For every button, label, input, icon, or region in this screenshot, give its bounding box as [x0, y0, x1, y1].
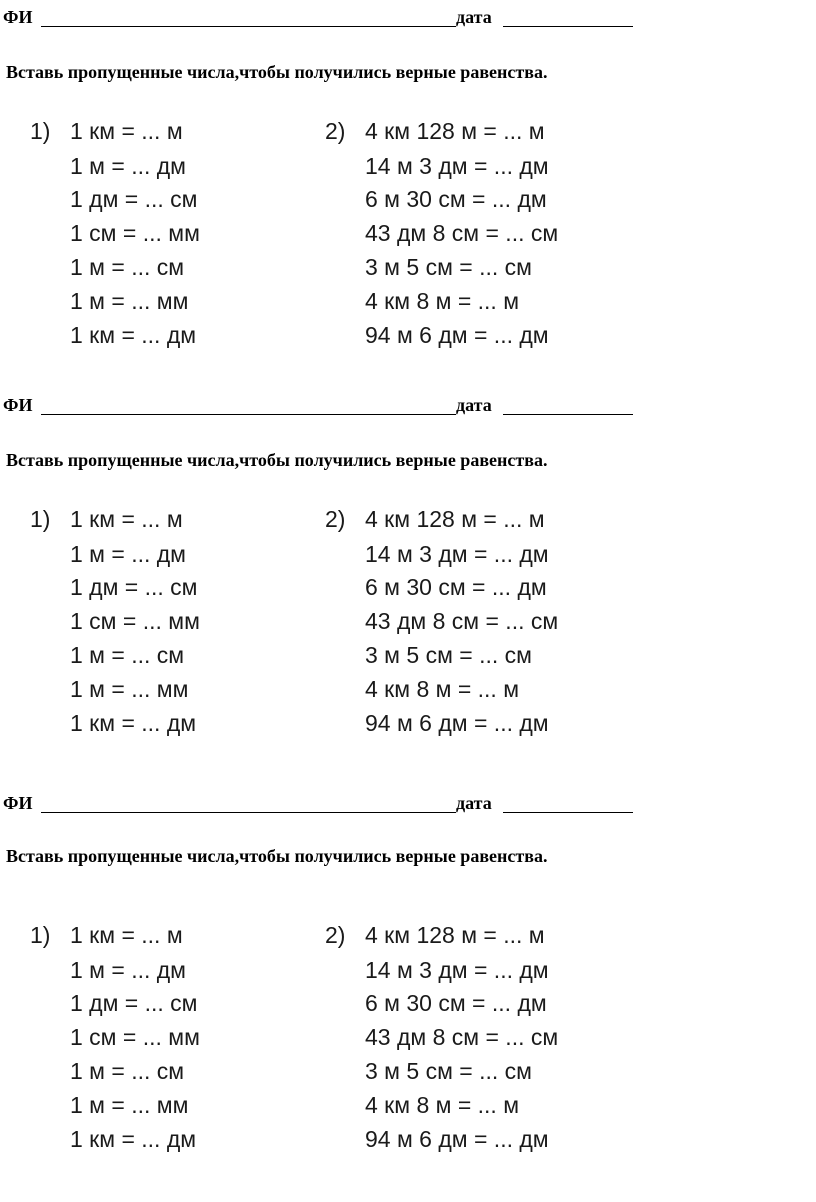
- equation: 1 м = ... см: [70, 1058, 185, 1084]
- equation: 4 км 128 м = ... м: [365, 922, 545, 948]
- instruction-text: Вставь пропущенные числа,чтобы получились верные равенства.: [6, 846, 548, 866]
- worksheet-card-1: [0, 0, 816, 380]
- date-label: дата: [456, 7, 492, 27]
- equation: 14 м 3 дм = ... дм: [365, 541, 549, 567]
- fi-blank-line: [41, 812, 456, 813]
- equation: 3 м 5 см = ... см: [365, 254, 532, 280]
- fi-blank-line: [41, 414, 456, 415]
- fi-label: ФИ: [3, 793, 33, 813]
- worksheet-card-2: [0, 388, 816, 768]
- equation: 1 см = ... мм: [70, 608, 200, 634]
- equation: 4 км 8 м = ... м: [365, 1092, 520, 1118]
- equation: 6 м 30 см = ... дм: [365, 574, 547, 600]
- equation: 14 м 3 дм = ... дм: [365, 153, 549, 179]
- date-label: дата: [456, 793, 492, 813]
- worksheet-card-3: [0, 786, 816, 1166]
- task-number: 2): [325, 506, 346, 532]
- date-label: дата: [456, 395, 492, 415]
- equation: 1 см = ... мм: [70, 1024, 200, 1050]
- task-number: 1): [30, 118, 51, 144]
- equation: 1 см = ... мм: [70, 220, 200, 246]
- equation: 1 км = ... м: [70, 118, 183, 144]
- equation: 4 км 128 м = ... м: [365, 506, 545, 532]
- equation: 94 м 6 дм = ... дм: [365, 710, 549, 736]
- equation: 6 м 30 см = ... дм: [365, 990, 547, 1016]
- task-number: 1): [30, 922, 51, 948]
- equation: 43 дм 8 см = ... см: [365, 220, 559, 246]
- name-date-header: [3, 789, 643, 815]
- name-date-header: [3, 3, 643, 29]
- task-number: 2): [325, 118, 346, 144]
- equation: 4 км 128 м = ... м: [365, 118, 545, 144]
- task-number: 2): [325, 922, 346, 948]
- equation: 94 м 6 дм = ... дм: [365, 1126, 549, 1152]
- date-blank-line: [503, 812, 633, 813]
- equation: 1 дм = ... см: [70, 990, 198, 1016]
- equation: 4 км 8 м = ... м: [365, 288, 520, 314]
- equation: 1 м = ... мм: [70, 676, 189, 702]
- equation: 14 м 3 дм = ... дм: [365, 957, 549, 983]
- fi-blank-line: [41, 26, 456, 27]
- equation: 1 м = ... дм: [70, 153, 186, 179]
- equation: 1 км = ... дм: [70, 322, 197, 348]
- equation: 1 м = ... дм: [70, 957, 186, 983]
- equation: 1 м = ... см: [70, 642, 185, 668]
- date-blank-line: [503, 26, 633, 27]
- fi-label: ФИ: [3, 7, 33, 27]
- task-number: 1): [30, 506, 51, 532]
- equation: 1 км = ... м: [70, 506, 183, 532]
- equation: 1 дм = ... см: [70, 574, 198, 600]
- equation: 6 м 30 см = ... дм: [365, 186, 547, 212]
- equation: 1 дм = ... см: [70, 186, 198, 212]
- equation: 1 м = ... мм: [70, 288, 189, 314]
- equation: 1 м = ... см: [70, 254, 185, 280]
- equation: 43 дм 8 см = ... см: [365, 608, 559, 634]
- name-date-header: [3, 391, 643, 417]
- instruction-text: Вставь пропущенные числа,чтобы получились верные равенства.: [6, 62, 548, 82]
- instruction-text: Вставь пропущенные числа,чтобы получились верные равенства.: [6, 450, 548, 470]
- equation: 1 м = ... дм: [70, 541, 186, 567]
- equation: 4 км 8 м = ... м: [365, 676, 520, 702]
- equation: 1 км = ... м: [70, 922, 183, 948]
- equation: 3 м 5 см = ... см: [365, 1058, 532, 1084]
- fi-label: ФИ: [3, 395, 33, 415]
- equation: 1 км = ... дм: [70, 1126, 197, 1152]
- equation: 3 м 5 см = ... см: [365, 642, 532, 668]
- date-blank-line: [503, 414, 633, 415]
- equation: 1 км = ... дм: [70, 710, 197, 736]
- equation: 94 м 6 дм = ... дм: [365, 322, 549, 348]
- equation: 43 дм 8 см = ... см: [365, 1024, 559, 1050]
- equation: 1 м = ... мм: [70, 1092, 189, 1118]
